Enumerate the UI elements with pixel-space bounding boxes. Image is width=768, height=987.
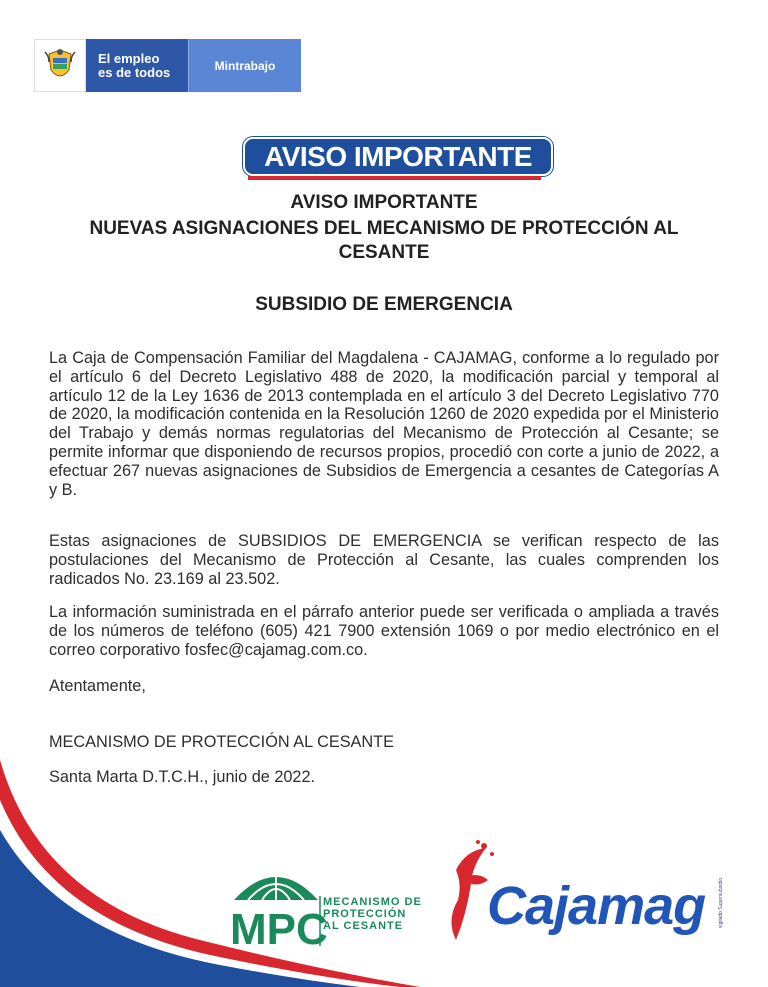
- aviso-underline: [248, 176, 541, 180]
- paragraph-3: La información suministrada en el párrafo anterior puede ser verificada o ampliada a través de los números de teléfono (605) 421 7900 extensión 1069 o por medio electrónico en el correo corporativo fosfec@cajamag.com.co.: [49, 603, 719, 659]
- heading-subsidio: SUBSIDIO DE EMERGENCIA: [255, 294, 513, 315]
- mpc-line3: AL CESANTE: [323, 920, 404, 932]
- mpc-line1: MECANISMO DE: [323, 896, 422, 908]
- closing-text: Atentamente,: [49, 677, 146, 695]
- paragraph-2: Estas asignaciones de SUBSIDIOS DE EMERGENCIA se verifican respecto de las postulaciones del Mecanismo de Protección al Cesante, las cuales comprenden los radicados No. 23.169 al 23.502.: [49, 532, 719, 588]
- gov-slogan-line2: es de todos: [98, 64, 171, 80]
- mpc-line2: PROTECCIÓN: [323, 908, 407, 920]
- signature-text: MECANISMO DE PROTECCIÓN AL CESANTE: [49, 733, 394, 751]
- coat-of-arms-icon: [34, 39, 86, 92]
- government-banner: [34, 39, 301, 92]
- place-date-text: Santa Marta D.T.C.H., junio de 2022.: [49, 768, 316, 786]
- mpc-acronym: MPC: [230, 905, 328, 950]
- heading-line2: NUEVAS ASIGNACIONES DEL MECANISMO DE PROTECCIÓN AL: [89, 218, 679, 239]
- heading-line1: AVISO IMPORTANTE: [290, 192, 478, 213]
- cajamag-side-label: vigilado Supersubsidio: [718, 878, 724, 929]
- gov-slogan-line1: El empleo: [98, 50, 160, 66]
- aviso-badge: AVISO IMPORTANTE: [243, 137, 553, 176]
- heading-line3: CESANTE: [338, 242, 430, 263]
- cajamag-wordmark: Cajamag: [487, 876, 706, 936]
- ministry-label: Mintrabajo: [188, 39, 301, 92]
- paragraph-1: La Caja de Compensación Familiar del Magdalena - CAJAMAG, conforme a lo regulado por el artículo 6 del Decreto Legislativo 488 de 2020, la modificación parcial y temporal al artículo 12 de la Ley 1636 de 2013 contemplada en el artículo 3 del Decreto Legislativo 770 de 2020, la modificación contenida en la Resolución 1260 de 2020 expedida por el Ministerio del Trabajo y demás normas regulatorias del Mecanismo de Protección al Cesante; se permite informar que disponiendo de recursos propios, procedió con corte a junio de 2022, a efectuar 267 nuevas asignaciones de Subsidios de Emergencia a cesantes de Categorías A y B.: [49, 349, 719, 499]
- mpc-wordmark: [323, 896, 422, 932]
- gov-slogan: [86, 39, 188, 92]
